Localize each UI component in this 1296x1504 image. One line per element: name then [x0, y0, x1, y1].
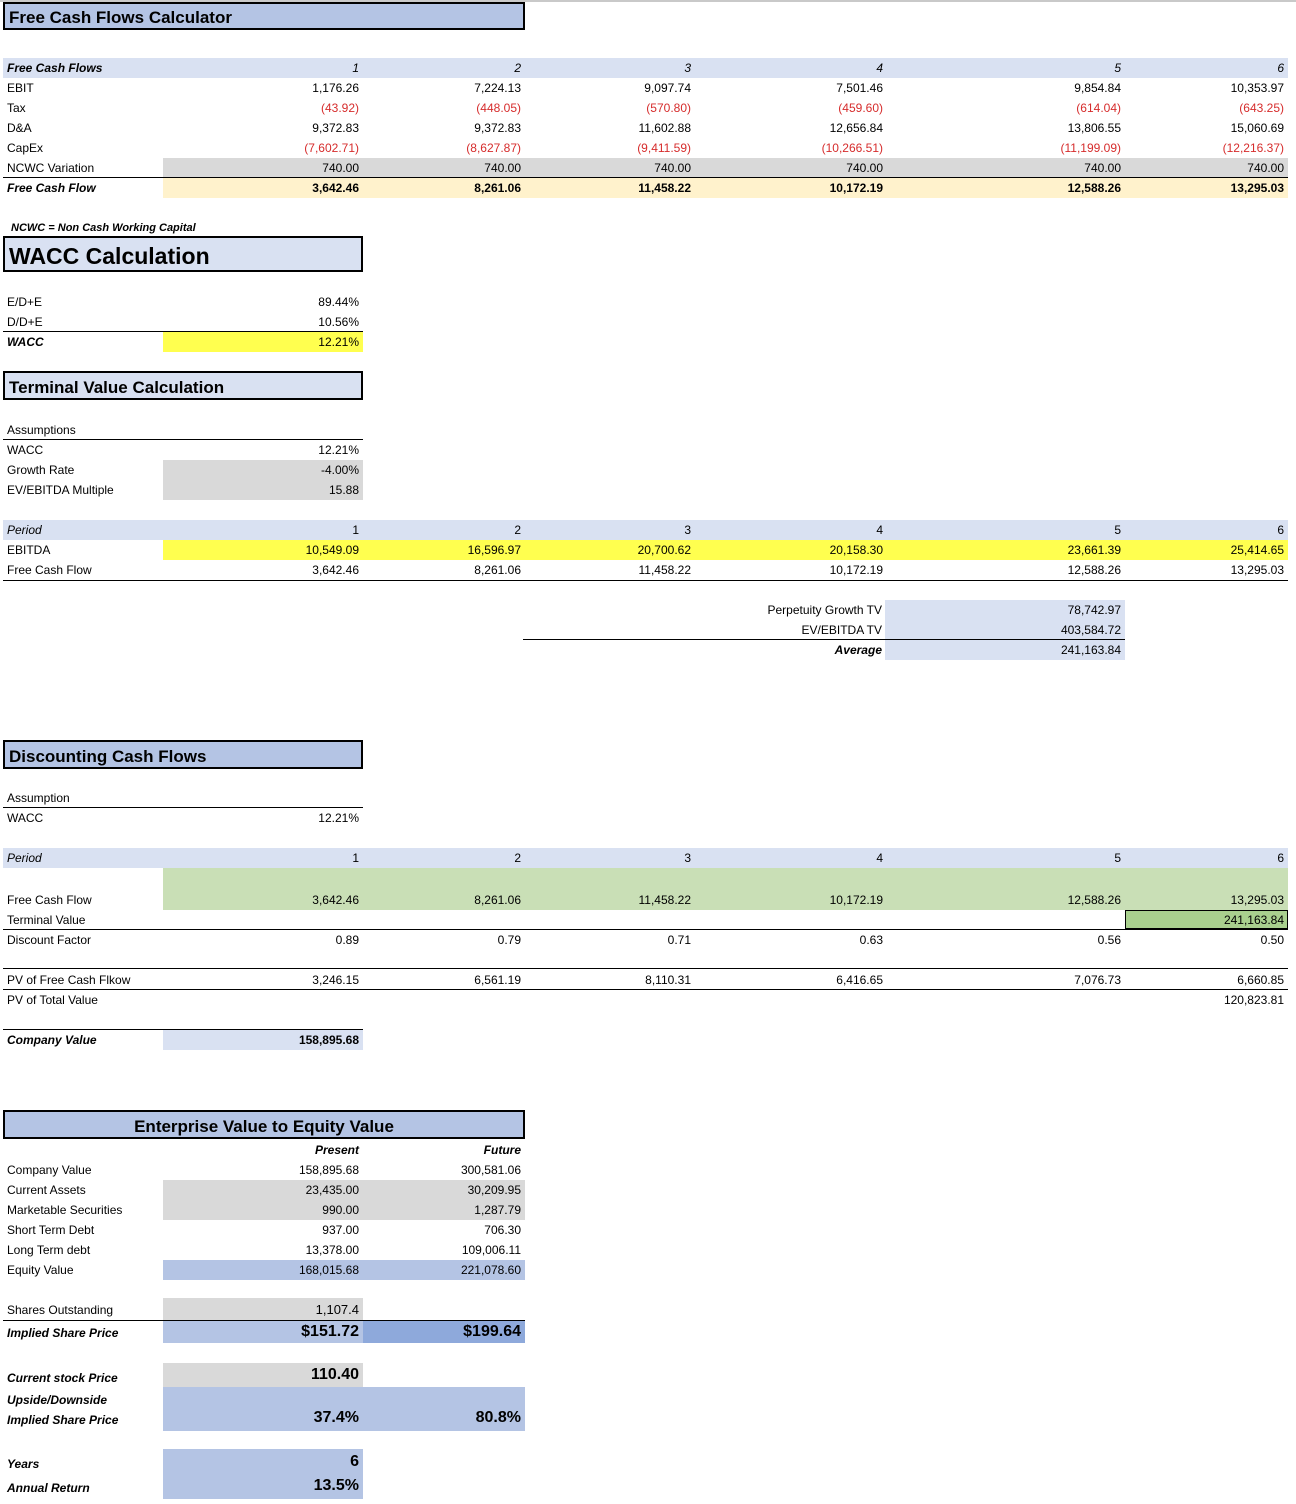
fcf-cell: 740.00 [654, 161, 691, 175]
fcf-cell: (448.05) [476, 101, 521, 115]
dcf-wacc-value: 12.21% [318, 811, 359, 825]
fcf-period-2: 2 [514, 61, 521, 75]
fcf-cell: (43.92) [320, 101, 359, 115]
dcf-pvtotal-label: PV of Total Value [7, 993, 98, 1007]
fcf-period-1: 1 [352, 61, 359, 75]
dcf-period-4: 4 [876, 851, 883, 865]
fcf-cell: 10,353.97 [1230, 81, 1284, 95]
dcf-df-label: Discount Factor [7, 933, 92, 947]
tv-ebitda-cell: 20,158.30 [829, 543, 883, 557]
updown-label: Upside/Downside [7, 1393, 108, 1407]
stock-value: 110.40 [310, 1366, 359, 1383]
tv-period-3: 3 [684, 523, 691, 537]
ncwc-note: NCWC = Non Cash Working Capital [11, 222, 196, 234]
shares-value: 1,107.4 [315, 1302, 359, 1317]
fcf-cell: 7,224.13 [474, 81, 521, 95]
ev-future-cell: 300,581.06 [460, 1163, 521, 1177]
fcf-period-4: 4 [876, 61, 883, 75]
wacc-title: WACC Calculation [3, 236, 363, 272]
dcf-fcf-cell: 13,295.03 [1230, 893, 1284, 907]
dcf-title: Discounting Cash Flows [3, 740, 363, 769]
fcf-cell: (7,602.71) [304, 141, 359, 155]
wacc-row-value: 12.21% [318, 335, 359, 349]
dcf-tv-label: Terminal Value [7, 913, 86, 927]
fcf-row-label: CapEx [7, 141, 44, 155]
dcf-pv-cell: 6,660.85 [1237, 973, 1284, 987]
dcf-df-cell: 0.63 [859, 933, 883, 947]
ev-future-cell: 706.30 [484, 1223, 521, 1237]
ev-row-label: Marketable Securities [7, 1203, 123, 1217]
tv-assumption-label: WACC [7, 443, 44, 457]
fcf-cell: 8,261.06 [474, 181, 521, 195]
dcf-pv-cell: 6,416.65 [836, 973, 883, 987]
dcf-df-cell: 0.56 [1097, 933, 1121, 947]
dcf-fcf-cell: 8,261.06 [474, 893, 521, 907]
fcf-cell: (11,199.09) [1060, 141, 1121, 155]
fcf-cell: 12,656.84 [829, 121, 883, 135]
fcf-cell: 1,176.26 [312, 81, 359, 95]
years-value: 6 [350, 1453, 359, 1470]
tv-summary-value: 241,163.84 [1060, 643, 1121, 657]
tv-summary-label: Perpetuity Growth TV [767, 603, 882, 617]
tv-fcf-cell: 10,172.19 [829, 563, 883, 577]
tv-period-4: 4 [876, 523, 883, 537]
ev-col-future: Future [483, 1143, 521, 1157]
dcf-period-2: 2 [514, 851, 521, 865]
dcf-period-3: 3 [684, 851, 691, 865]
fcf-cell: 13,806.55 [1067, 121, 1121, 135]
fcf-row-label: Tax [7, 101, 26, 115]
tv-assumption-value: -4.00% [320, 463, 359, 477]
tv-period-1: 1 [352, 523, 359, 537]
dcf-pv-cell: 7,076.73 [1074, 973, 1121, 987]
tv-fcf-rule [3, 580, 1288, 581]
tv-ebitda-cell: 20,700.62 [637, 543, 691, 557]
fcf-cell: (643.25) [1239, 101, 1284, 115]
fcf-cell: 9,372.83 [474, 121, 521, 135]
fcf-cell: 740.00 [1247, 161, 1284, 175]
ev-future-cell: 221,078.60 [460, 1263, 521, 1277]
ev-col-present: Present [314, 1143, 359, 1157]
updown-label-2: Implied Share Price [7, 1413, 119, 1427]
ev-row-label: Company Value [7, 1163, 92, 1177]
dcf-df-cell: 0.89 [335, 933, 359, 947]
dcf-pv-cell: 3,246.15 [312, 973, 359, 987]
dcf-df-cell: 0.50 [1260, 933, 1284, 947]
fcf-period-6: 6 [1277, 61, 1284, 75]
updown-present: 37.4% [313, 1409, 359, 1426]
wacc-row-label: E/D+E [7, 295, 43, 309]
fcf-row-label: EBIT [7, 81, 34, 95]
years-label: Years [7, 1457, 40, 1471]
dcf-period-6: 6 [1277, 851, 1284, 865]
fcf-cell: 740.00 [1084, 161, 1121, 175]
tv-assumption-label: Growth Rate [7, 463, 75, 477]
dcf-pvtotal-value: 120,823.81 [1223, 993, 1284, 1007]
fcf-cell: 3,642.46 [312, 181, 359, 195]
wacc-row-label: WACC [7, 335, 44, 349]
ev-row-label: Long Term debt [7, 1243, 91, 1257]
ev-present-cell: 23,435.00 [305, 1183, 359, 1197]
dcf-tv-value: 241,163.84 [1223, 913, 1284, 927]
fcf-cell: (12,216.37) [1222, 141, 1284, 155]
dcf-assumption-label: Assumption [7, 791, 70, 805]
fcf-cell: (614.04) [1076, 101, 1121, 115]
wacc-row-value: 10.56% [318, 315, 359, 329]
fcf-title: Free Cash Flows Calculator [3, 2, 525, 30]
dcf-fcf-cell: 11,458.22 [638, 893, 691, 907]
fcf-cell: (570.80) [646, 101, 691, 115]
ev-row-label: Equity Value [7, 1263, 74, 1277]
fcf-cell: 10,172.19 [829, 181, 883, 195]
dcf-df-cell: 0.79 [497, 933, 521, 947]
tv-period-6: 6 [1277, 523, 1284, 537]
fcf-row-label: D&A [7, 121, 32, 135]
tv-period-label: Period [7, 523, 42, 537]
tv-ebitda-cell: 16,596.97 [467, 543, 521, 557]
tv-fcf-cell: 12,588.26 [1067, 563, 1121, 577]
fcf-cell: 11,458.22 [638, 181, 691, 195]
dcf-period-5: 5 [1114, 851, 1121, 865]
tv-assumption-label: EV/EBITDA Multiple [7, 483, 114, 497]
fcf-cell: 9,097.74 [644, 81, 691, 95]
ev-row-label: Short Term Debt [7, 1223, 95, 1237]
fcf-cell: 7,501.46 [836, 81, 883, 95]
fcf-cell: 740.00 [846, 161, 883, 175]
fcf-cell: (9,411.59) [637, 141, 691, 155]
dcf-fcf-cell: 3,642.46 [312, 893, 359, 907]
tv-summary-value: 403,584.72 [1060, 623, 1121, 637]
tv-ebitda-cell: 10,549.09 [305, 543, 359, 557]
tv-fcf-cell: 8,261.06 [474, 563, 521, 577]
fcf-cell: 15,060.69 [1230, 121, 1284, 135]
dcf-pv-label: PV of Free Cash Flkow [7, 973, 131, 987]
price-label: Implied Share Price [7, 1326, 119, 1340]
tv-title: Terminal Value Calculation [3, 371, 363, 400]
tv-fcf-cell: 3,642.46 [312, 563, 359, 577]
dcf-fcf-cell: 12,588.26 [1067, 893, 1121, 907]
company-value: 158,895.68 [298, 1033, 359, 1047]
tv-ebitda-cell: 23,661.39 [1067, 543, 1121, 557]
stock-label: Current stock Price [7, 1371, 118, 1385]
ev-future-cell: 30,209.95 [467, 1183, 521, 1197]
ev-present-cell: 13,378.00 [305, 1243, 359, 1257]
dcf-fcf-label: Free Cash Flow [7, 893, 92, 907]
tv-period-5: 5 [1114, 523, 1121, 537]
ev-title: Enterprise Value to Equity Value [3, 1110, 525, 1139]
tv-fcf-cell: 13,295.03 [1230, 563, 1284, 577]
wacc-row-value: 89.44% [318, 295, 359, 309]
shares-label: Shares Outstanding [7, 1303, 114, 1317]
return-label: Annual Return [7, 1481, 90, 1495]
dcf-period-1: 1 [352, 851, 359, 865]
fcf-cell: 9,372.83 [312, 121, 359, 135]
tv-ebitda-cell: 25,414.65 [1230, 543, 1284, 557]
price-future: $199.64 [463, 1323, 521, 1340]
tv-period-2: 2 [514, 523, 521, 537]
fcf-row-label: Free Cash Flow [7, 181, 96, 195]
dcf-df-cell: 0.71 [667, 933, 691, 947]
ev-row-label: Current Assets [7, 1183, 86, 1197]
dcf-wacc-label: WACC [7, 811, 44, 825]
tv-fcf-cell: 11,458.22 [638, 563, 691, 577]
dcf-period-label: Period [7, 851, 42, 865]
fcf-header-label: Free Cash Flows [7, 61, 103, 75]
tv-summary-label: EV/EBITDA TV [801, 623, 882, 637]
price-present: $151.72 [301, 1323, 359, 1340]
dcf-pv-cell: 6,561.19 [474, 973, 521, 987]
updown-future: 80.8% [475, 1409, 521, 1426]
fcf-row-label: NCWC Variation [7, 161, 95, 175]
fcf-cell: (459.60) [838, 101, 883, 115]
ev-present-cell: 990.00 [322, 1203, 359, 1217]
fcf-cell: (8,627.87) [466, 141, 521, 155]
fcf-period-5: 5 [1114, 61, 1121, 75]
tv-assumptions-label: Assumptions [7, 423, 76, 437]
fcf-cell: 740.00 [322, 161, 359, 175]
ev-present-cell: 168,015.68 [298, 1263, 359, 1277]
fcf-cell: 740.00 [484, 161, 521, 175]
fcf-cell: (10,266.51) [821, 141, 883, 155]
fcf-cell: 11,602.88 [638, 121, 691, 135]
tv-assumption-value: 15.88 [328, 483, 359, 497]
fcf-period-3: 3 [684, 61, 691, 75]
fcf-cell: 12,588.26 [1067, 181, 1121, 195]
company-label: Company Value [7, 1033, 97, 1047]
tv-ebitda-label: EBITDA [7, 543, 51, 557]
fcf-cell: 13,295.03 [1230, 181, 1284, 195]
ev-present-cell: 158,895.68 [298, 1163, 359, 1177]
tv-assumption-value: 12.21% [318, 443, 359, 457]
dcf-pv-cell: 8,110.31 [645, 973, 691, 987]
dcf-fcf-cell: 10,172.19 [829, 893, 883, 907]
tv-summary-value: 78,742.97 [1067, 603, 1121, 617]
tv-summary-label: Average [834, 643, 882, 657]
return-value: 13.5% [313, 1477, 359, 1494]
ev-present-cell: 937.00 [322, 1223, 359, 1237]
ev-future-cell: 1,287.79 [474, 1203, 521, 1217]
tv-fcf-label: Free Cash Flow [7, 563, 92, 577]
wacc-row-label: D/D+E [7, 315, 43, 329]
fcf-cell: 9,854.84 [1074, 81, 1121, 95]
dcf-pv-rule-top [3, 968, 1288, 969]
ev-future-cell: 109,006.11 [461, 1243, 521, 1257]
